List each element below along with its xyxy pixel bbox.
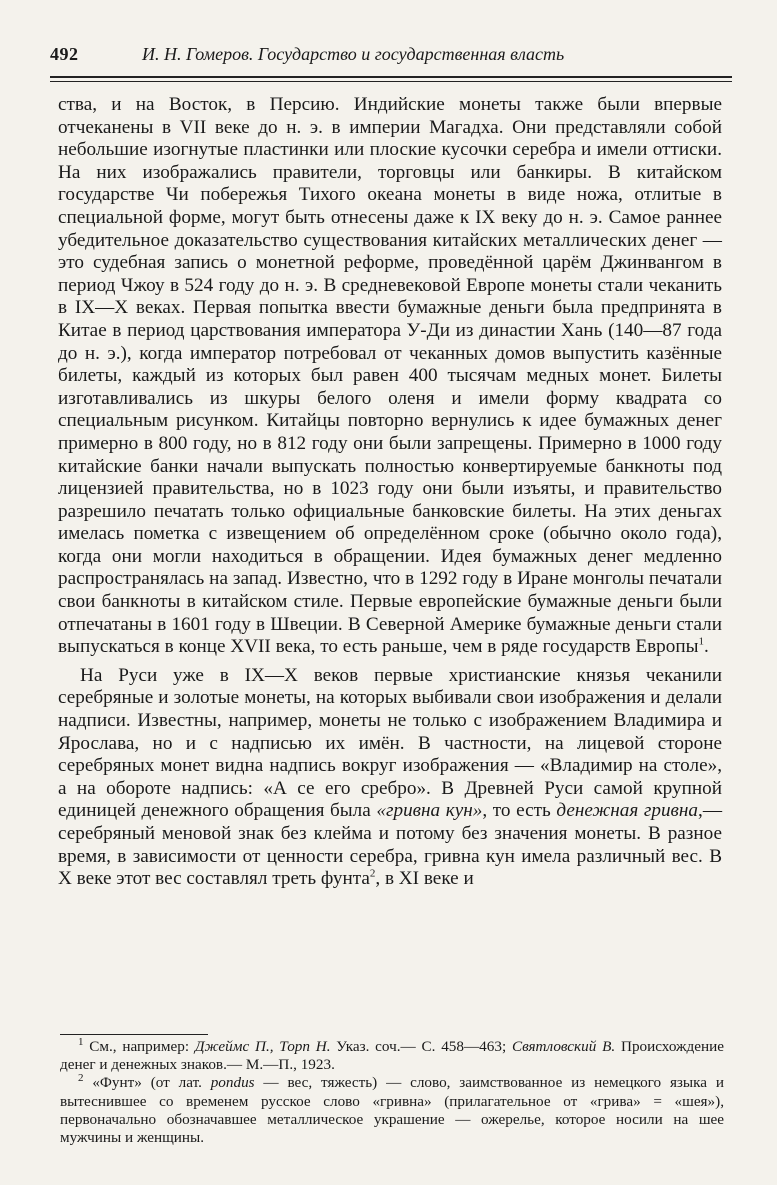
page-number: 492 [50, 44, 79, 64]
term-grivna-kun: «гривна кун» [376, 800, 483, 822]
footnote-1-text-c: Происхождение денег и денежных знаков.— М.—П., 1923. [60, 1038, 724, 1074]
footnote-ref-1: 1 [698, 635, 705, 648]
page-header [50, 44, 730, 68]
footnote-2-latin-term: pondus [210, 1074, 255, 1092]
footnote-1-text-b: Указ. соч.— С. 458—463; [330, 1038, 512, 1055]
footnotes [60, 1035, 724, 1147]
footnote-2 [60, 1074, 724, 1147]
paragraph-1-text: ства, и на Восток, в Персию. Индийские монеты также были впервые отчеканены в VII веке до н. э. в империи Магадха. Они представляли собой небольшие изогнутые пластинки или плоские кусочки серебра и имели оттиски. На них изображались правители, торговцы или банкиры. В китайском государстве Чи побережья Тихого океана монеты в виде ножа, отлитые в специальной форме, могут быть отнесены даже к IX веку до н. э. Самое раннее убедительное доказательство существования китайских металлических денег — это судебная запись о монетной реформе, проведённой царём Джинвангом в период Чжоу в 524 году до н. э. В средневековой Европе монеты стали чеканить в IX—X веках. Первая попытка ввести бумажные деньги была предпринята в Китае в период царствования императора У-Ди из династии Хань (140—87 года до н. э.), когда император потребовал от чеканных домов выпустить казённые билеты, каждый из которых был равен 400 тысячам медных монет. Билеты изготавливались из шкуры белого оленя и имели форму квадрата со специальным рисунком. Китайцы повторно вернулись к идее бумажных денег примерно в 800 году, но в 812 году они были запрещены. Примерно в 1000 году китайские банки начали выпускать полностью конвертируемые банкноты под лицензией правительства, но в 1023 году они были изъяты, и правительство разрешило печатать только официальные банковские билеты. На этих деньгах имелась пометка с извещением об определённом сроке (обычно около года), когда они могли находиться в обращении. Идея бумажных денег медленно распространялась на запад. Известно, что в 1292 году в Иране монголы печатали свои банкноты в китайском стиле. Первые европейские бумажные деньги были отпечатаны в 1601 году в Швеции. В Северной Америке бумажные деньги стали выпускаться в конце XVII века, то есть раньше, чем в ряде государств Европы [58, 94, 722, 658]
paragraph-1: ства, и на Восток, в Персию. Индийские монеты также были впервые отчеканены в VII веке до н. э. в империи Магадха. Они представляли собой небольшие изогнутые пластинки или плоские кусочки серебра и имели оттиски. На них изображались правители, торговцы или банкиры. В китайском государстве Чи побережья Тихого океана монеты в виде ножа, отлитые в специальной форме, могут быть отнесены даже к IX веку до н. э. Самое раннее убедительное доказательство существования китайских металлических денег — это судебная запись о монетной реформе, проведённой царём Джинвангом в период Чжоу в 524 году до н. э. В средневековой Европе монеты стали чеканить в IX—X веках. Первая попытка ввести бумажные деньги была предпринята в Китае в период царствования императора У-Ди из династии Хань (140—87 года до н. э.), когда император потребовал от чеканных домов выпустить казённые билеты, каждый из которых был равен 400 тысячам медных монет. Билеты изготавливались из шкуры белого оленя и имели форму квадрата со специальным рисунком. Китайцы повторно вернулись к идее бумажных денег примерно в 800 году, но в 812 году они были запрещены. Примерно в 1000 году китайские банки начали выпускать полностью конвертируемые банкноты под лицензией правительства, но в 1023 году они были изъяты, и правительство разрешило печатать только официальные банковские билеты. На этих деньгах имелась пометка с извещением об определённом сроке (обычно около года), когда они могли находиться в обращении. Идея бумажных денег медленно распространялась на запад. Известно, что в 1292 году в Иране монголы печатали свои банкноты в китайском стиле. Первые европейские бумажные деньги были отпечатаны в 1601 году в Швеции. В Северной Америке бумажные деньги стали выпускаться в конце XVII века, то есть раньше, чем в ряде государств Европы$^1$. [58, 94, 722, 658]
paragraph-2-text-b: , то есть [482, 800, 557, 822]
footnote-1 [60, 1035, 724, 1074]
footnote-1-author-2: Святловский В. [511, 1038, 616, 1055]
footnote-ref-2: 2 [369, 867, 376, 880]
term-denezhnaya-grivna: денежная гривна [556, 800, 699, 822]
main-text [58, 94, 722, 891]
paragraph-2-text-c: ,— серебряный меновой знак без клейма и потому без значения монеты. В разное время, в зависимости от ценности серебра, гривна кун имела различный вес. В X веке этот вес составлял треть фунта [58, 800, 722, 890]
paragraph-2-text-d: , в XI веке и [375, 868, 474, 890]
footnote-1-authors: Джеймс П., Торп Н. [194, 1038, 331, 1055]
footnote-2-text-b: — вес, тяжесть) — слово, заимствованное из немецкого языка и вытеснившее со временем русское слово «гривна» (прилагательное от «грива» = «шея»), первоначально обозначавшее металлическое украшение — ожерелье, которое носили на шее мужчины и женщины. [60, 1074, 724, 1147]
header-rule [50, 76, 732, 82]
footnote-2-number: 2 [78, 1072, 84, 1085]
footnote-1-text-a: См., например: [83, 1038, 195, 1055]
footnote-1-number: 1 [78, 1035, 84, 1048]
paragraph-2 [58, 665, 722, 891]
running-title: И. Н. Гомеров. Государство и государственная власть [142, 44, 565, 64]
footnote-2-text-a: «Фунт» (от лат. [83, 1074, 211, 1092]
footnote-rule [60, 1034, 208, 1035]
paragraph-2-text-a: На Руси уже в IX—X веков первые христианские князья чеканили серебряные и золотые монеты, на которых выбивали свои изображения и делали надписи. Известны, например, монеты не только с изображением Владимира и Ярослава, но и с надписью их имён. В частности, на лицевой стороне серебряных монет видна надпись вокруг изображения — «Владимир на столе», а на обороте надпись: «А се его сребро». В Древней Руси самой крупной единицей денежного обращения была [58, 664, 722, 822]
